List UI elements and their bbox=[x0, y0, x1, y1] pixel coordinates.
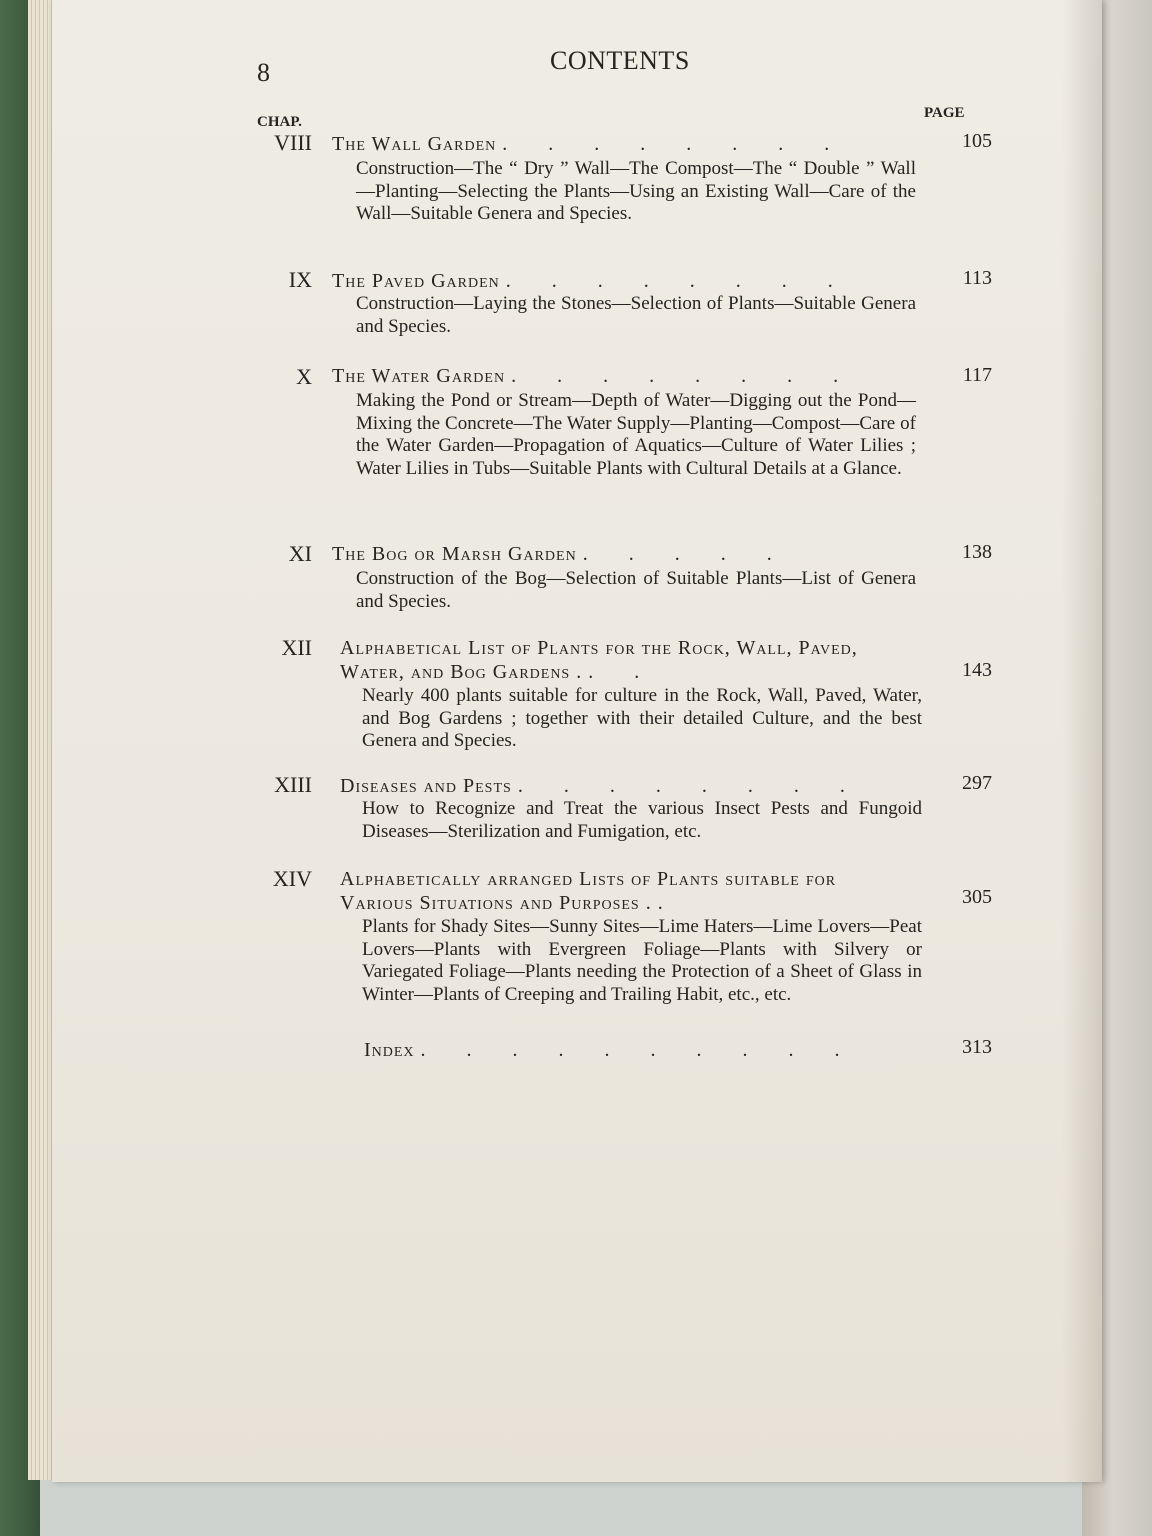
chapter-page: 105 bbox=[962, 130, 992, 152]
chapter-description: Plants for Shady Sites—Sunny Sites—Lime Haters—Lime Lovers—Peat Lovers—Plants with Evergreen Foliage—Plants with Silvery or Variegated Foliage—Plants needing the Protection of a Sheet of Glass in Winter—Plants of Creeping and Trailing Habit, etc., etc. bbox=[362, 916, 922, 1005]
chapter-title-line bbox=[340, 636, 915, 684]
chapter-title: Alphabetical List of Plants for the Rock, Wall, Paved, Water, and Bog Gardens . bbox=[340, 637, 858, 683]
page-column-heading: PAGE bbox=[924, 105, 965, 121]
chapter-number: XI bbox=[288, 541, 312, 566]
chapter-page: 305 bbox=[962, 886, 992, 908]
chapter-number: XII bbox=[281, 635, 312, 660]
chapter-title-line bbox=[332, 269, 917, 293]
chapter-page: 138 bbox=[962, 541, 992, 563]
chapter-number: VIII bbox=[274, 130, 312, 155]
chapter-title: Diseases and Pests bbox=[340, 775, 512, 797]
chapter-title-line bbox=[332, 132, 917, 156]
chapter-title: Alphabetically arranged Lists of Plants suitable for Various Situations and Purposes . bbox=[340, 868, 837, 914]
index-title-line bbox=[364, 1038, 919, 1062]
page-number: 8 bbox=[257, 58, 270, 87]
index-page: 313 bbox=[962, 1036, 992, 1058]
leader-dots: . . bbox=[588, 661, 658, 683]
chapter-column-heading: CHAP. bbox=[257, 114, 302, 130]
page-gutter-shadow bbox=[1062, 0, 1102, 1482]
chapter-page: 297 bbox=[962, 772, 992, 794]
chapter-number: XIII bbox=[274, 772, 312, 797]
chapter-title-line bbox=[340, 867, 915, 915]
leader-dots: . . . . . . . . bbox=[502, 133, 848, 155]
chapter-title: The Paved Garden bbox=[332, 270, 500, 292]
book-page bbox=[52, 0, 1102, 1482]
page-title: CONTENTS bbox=[550, 46, 690, 75]
leader-dots: . . . . . . . . bbox=[511, 365, 857, 387]
chapter-title: The Water Garden bbox=[332, 365, 506, 387]
chapter-page: 143 bbox=[962, 659, 992, 681]
chapter-title-line bbox=[332, 542, 917, 566]
chapter-page: 117 bbox=[962, 364, 992, 386]
chapter-description: Construction—The “ Dry ” Wall—The Compost—The “ Double ” Wall—Planting—Selecting the Plants—Using an Existing Wall—Care of the Wall—Suitable Genera and Species. bbox=[356, 158, 916, 224]
index-title: Index bbox=[364, 1039, 415, 1061]
chapter-description: Making the Pond or Stream—Depth of Water—Digging out the Pond—Mixing the Concrete—The Water Supply—Planting—Compost—Care of the Water Garden—Propagation of Aquatics—Culture of Water Lilies ; Water Lilies in Tubs—Suitable Plants with Cultural Details at a Glance. bbox=[356, 390, 916, 479]
leader-dots: . . . . . . . . bbox=[505, 270, 851, 292]
chapter-description: Construction—Laying the Stones—Selection of Plants—Suitable Genera and Species. bbox=[356, 293, 916, 337]
chapter-number: IX bbox=[288, 267, 312, 292]
leader-dots: . bbox=[657, 892, 681, 914]
leader-dots: . . . . . . . . bbox=[517, 775, 863, 797]
chapter-description: Construction of the Bog—Selection of Suitable Plants—List of Genera and Species. bbox=[356, 568, 916, 612]
chapter-page: 113 bbox=[962, 267, 992, 289]
chapter-title-line bbox=[332, 364, 917, 388]
chapter-description: How to Recognize and Treat the various Insect Pests and Fungoid Diseases—Sterilization and Fumigation, etc. bbox=[362, 798, 922, 842]
chapter-title: The Bog or Marsh Garden bbox=[332, 543, 577, 565]
chapter-description: Nearly 400 plants suitable for culture in the Rock, Wall, Paved, Water, and Bog Gardens ; together with their detailed Culture, and the best Genera and Species. bbox=[362, 685, 922, 751]
chapter-title-line bbox=[340, 774, 925, 798]
chapter-number: X bbox=[296, 364, 312, 389]
chapter-title: The Wall Garden bbox=[332, 133, 497, 155]
chapter-number: XIV bbox=[272, 866, 312, 891]
leader-dots: . . . . . bbox=[582, 543, 790, 565]
leader-dots: . . . . . . . . . . bbox=[420, 1039, 858, 1061]
